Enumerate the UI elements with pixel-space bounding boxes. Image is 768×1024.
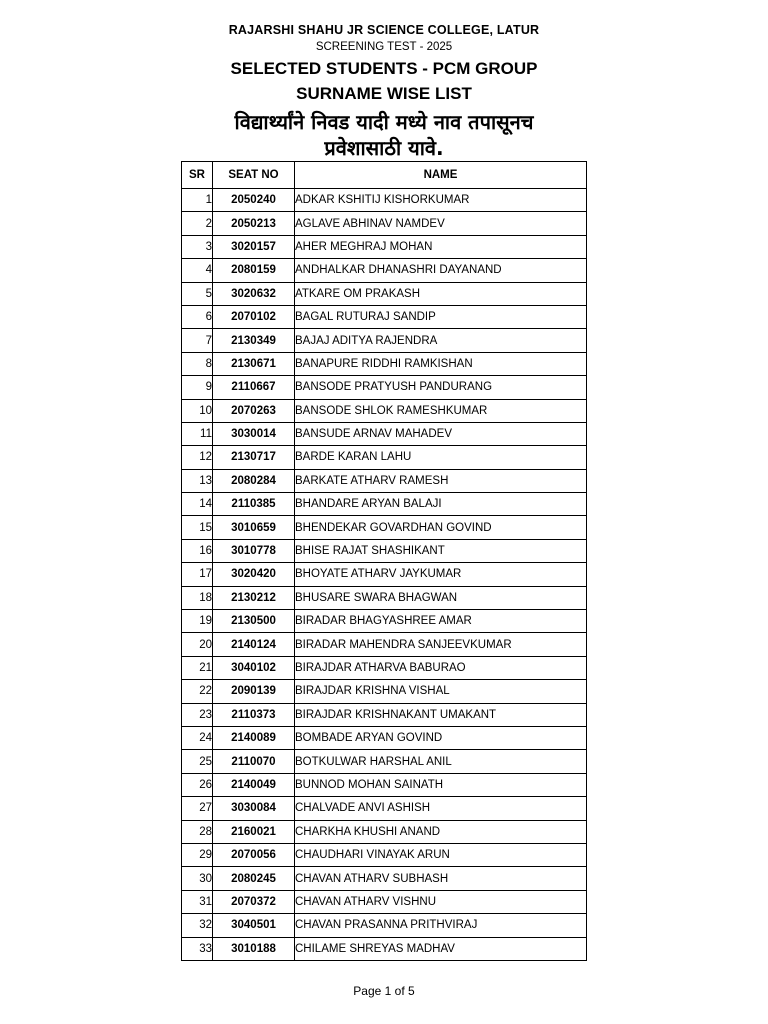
row-seat-no: 2110373: [213, 703, 295, 726]
row-name: BAGAL RUTURAJ SANDIP: [295, 305, 587, 328]
row-seat-no: 3040102: [213, 656, 295, 679]
row-name: BHISE RAJAT SHASHIKANT: [295, 539, 587, 562]
table-header-row: [182, 162, 587, 189]
table-row: [182, 376, 587, 399]
list-heading: SELECTED STUDENTS - PCM GROUP: [230, 59, 538, 78]
row-seat-no: 3020157: [213, 235, 295, 258]
row-sr: 14: [182, 493, 213, 516]
row-sr: 9: [182, 376, 213, 399]
row-sr: 23: [182, 703, 213, 726]
row-name: CHILAME SHREYAS MADHAV: [295, 937, 587, 960]
row-sr: 26: [182, 773, 213, 796]
column-header-name: NAME: [295, 162, 587, 189]
table-row: [182, 937, 587, 960]
row-seat-no: 2070372: [213, 890, 295, 913]
row-name: CHARKHA KHUSHI ANAND: [295, 820, 587, 843]
table-row: [182, 703, 587, 726]
table-row: [182, 446, 587, 469]
row-seat-no: 2130671: [213, 352, 295, 375]
row-sr: 6: [182, 305, 213, 328]
row-name: BUNNOD MOHAN SAINATH: [295, 773, 587, 796]
table-row: [182, 189, 587, 212]
marathi-note-line-2: प्रवेशासाठी यावे.: [324, 136, 444, 160]
row-seat-no: 2050213: [213, 212, 295, 235]
row-seat-no: 2090139: [213, 680, 295, 703]
row-seat-no: 2070102: [213, 305, 295, 328]
table-row: [182, 633, 587, 656]
table-row: [182, 235, 587, 258]
table-row: [182, 352, 587, 375]
table-row: [182, 586, 587, 609]
row-seat-no: 2130349: [213, 329, 295, 352]
table-row: [182, 212, 587, 235]
row-sr: 21: [182, 656, 213, 679]
row-seat-no: 2080284: [213, 469, 295, 492]
table-row: [182, 750, 587, 773]
test-title: SCREENING TEST - 2025: [315, 41, 453, 53]
row-seat-no: 2160021: [213, 820, 295, 843]
row-sr: 5: [182, 282, 213, 305]
row-name: BANSUDE ARNAV MAHADEV: [295, 422, 587, 445]
row-name: ANDHALKAR DHANASHRI DAYANAND: [295, 259, 587, 282]
row-name: BIRADAR BHAGYASHREE AMAR: [295, 610, 587, 633]
row-seat-no: 2130717: [213, 446, 295, 469]
row-sr: 8: [182, 352, 213, 375]
row-seat-no: 2110667: [213, 376, 295, 399]
row-seat-no: 3030014: [213, 422, 295, 445]
row-seat-no: 2070263: [213, 399, 295, 422]
row-name: AGLAVE ABHINAV NAMDEV: [295, 212, 587, 235]
table-row: [182, 282, 587, 305]
table-row: [182, 563, 587, 586]
row-name: BARDE KARAN LAHU: [295, 446, 587, 469]
row-seat-no: 3030084: [213, 797, 295, 820]
row-sr: 4: [182, 259, 213, 282]
row-sr: 25: [182, 750, 213, 773]
table-row: [182, 610, 587, 633]
row-name: BARKATE ATHARV RAMESH: [295, 469, 587, 492]
row-sr: 17: [182, 563, 213, 586]
row-sr: 33: [182, 937, 213, 960]
row-sr: 13: [182, 469, 213, 492]
row-name: BIRAJDAR ATHARVA BABURAO: [295, 656, 587, 679]
row-sr: 7: [182, 329, 213, 352]
row-sr: 20: [182, 633, 213, 656]
table-row: [182, 797, 587, 820]
page-number: Page 1 of 5: [353, 984, 415, 998]
row-seat-no: 3010659: [213, 516, 295, 539]
table-row: [182, 843, 587, 866]
row-name: BOMBADE ARYAN GOVIND: [295, 726, 587, 749]
table-row: [182, 773, 587, 796]
row-seat-no: 2140049: [213, 773, 295, 796]
table-row: [182, 259, 587, 282]
row-name: CHAVAN ATHARV SUBHASH: [295, 867, 587, 890]
table-row: [182, 820, 587, 843]
row-seat-no: 2140124: [213, 633, 295, 656]
row-sr: 3: [182, 235, 213, 258]
row-sr: 32: [182, 914, 213, 937]
row-name: CHAVAN ATHARV VISHNU: [295, 890, 587, 913]
table-row: [182, 516, 587, 539]
row-seat-no: 3040501: [213, 914, 295, 937]
row-sr: 10: [182, 399, 213, 422]
row-name: BHENDEKAR GOVARDHAN GOVIND: [295, 516, 587, 539]
table-row: [182, 305, 587, 328]
table-row: [182, 680, 587, 703]
row-sr: 15: [182, 516, 213, 539]
row-sr: 24: [182, 726, 213, 749]
row-seat-no: 3020632: [213, 282, 295, 305]
table-row: [182, 890, 587, 913]
row-sr: 11: [182, 422, 213, 445]
college-name: RAJARSHI SHAHU JR SCIENCE COLLEGE, LATUR: [228, 23, 540, 37]
marathi-note-line-1: विद्यार्थ्यांने निवड यादी मध्ये नाव तपासूनच: [234, 110, 534, 134]
row-seat-no: 2140089: [213, 726, 295, 749]
table-row: [182, 422, 587, 445]
row-sr: 16: [182, 539, 213, 562]
row-seat-no: 2050240: [213, 189, 295, 212]
row-seat-no: 2070056: [213, 843, 295, 866]
row-name: CHAVAN PRASANNA PRITHVIRAJ: [295, 914, 587, 937]
row-sr: 22: [182, 680, 213, 703]
students-table: [181, 161, 587, 961]
table-body: [182, 189, 587, 961]
row-seat-no: 2080245: [213, 867, 295, 890]
row-sr: 2: [182, 212, 213, 235]
row-name: BANAPURE RIDDHI RAMKISHAN: [295, 352, 587, 375]
row-name: BANSODE SHLOK RAMESHKUMAR: [295, 399, 587, 422]
row-name: AHER MEGHRAJ MOHAN: [295, 235, 587, 258]
row-sr: 12: [182, 446, 213, 469]
row-name: CHAUDHARI VINAYAK ARUN: [295, 843, 587, 866]
row-name: BHUSARE SWARA BHAGWAN: [295, 586, 587, 609]
table-row: [182, 867, 587, 890]
row-seat-no: 2130500: [213, 610, 295, 633]
table-row: [182, 399, 587, 422]
table-row: [182, 539, 587, 562]
table-row: [182, 914, 587, 937]
row-name: BAJAJ ADITYA RAJENDRA: [295, 329, 587, 352]
row-name: BIRAJDAR KRISHNAKANT UMAKANT: [295, 703, 587, 726]
row-sr: 31: [182, 890, 213, 913]
row-name: BANSODE PRATYUSH PANDURANG: [295, 376, 587, 399]
table-row: [182, 329, 587, 352]
table-row: [182, 656, 587, 679]
row-seat-no: 3010188: [213, 937, 295, 960]
table-row: [182, 469, 587, 492]
list-subheading: SURNAME WISE LIST: [296, 84, 472, 103]
row-seat-no: 2110070: [213, 750, 295, 773]
row-name: ADKAR KSHITIJ KISHORKUMAR: [295, 189, 587, 212]
column-header-seat-no: SEAT NO: [213, 162, 295, 189]
table-row: [182, 726, 587, 749]
row-name: BIRADAR MAHENDRA SANJEEVKUMAR: [295, 633, 587, 656]
row-seat-no: 3020420: [213, 563, 295, 586]
row-sr: 18: [182, 586, 213, 609]
row-name: ATKARE OM PRAKASH: [295, 282, 587, 305]
row-sr: 19: [182, 610, 213, 633]
row-name: BHANDARE ARYAN BALAJI: [295, 493, 587, 516]
table-row: [182, 493, 587, 516]
row-sr: 29: [182, 843, 213, 866]
row-name: CHALVADE ANVI ASHISH: [295, 797, 587, 820]
row-seat-no: 3010778: [213, 539, 295, 562]
row-name: BOTKULWAR HARSHAL ANIL: [295, 750, 587, 773]
row-sr: 27: [182, 797, 213, 820]
column-header-sr: SR: [182, 162, 213, 189]
row-sr: 30: [182, 867, 213, 890]
row-seat-no: 2130212: [213, 586, 295, 609]
row-sr: 1: [182, 189, 213, 212]
row-name: BIRAJDAR KRISHNA VISHAL: [295, 680, 587, 703]
row-seat-no: 2080159: [213, 259, 295, 282]
row-name: BHOYATE ATHARV JAYKUMAR: [295, 563, 587, 586]
row-sr: 28: [182, 820, 213, 843]
row-seat-no: 2110385: [213, 493, 295, 516]
